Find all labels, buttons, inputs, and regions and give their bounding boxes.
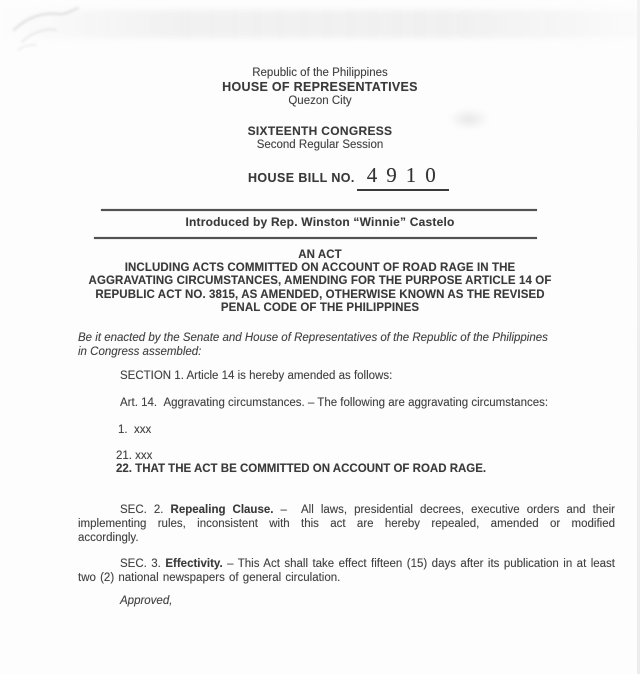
horizontal-rule-bottom [94, 237, 537, 239]
enacting-clause-line2: in Congress assembled: [78, 346, 202, 359]
bill-number-underline [357, 163, 449, 191]
section-3-text: – This Act shall take effect fifteen (15) days after its publication in at least two (2) national newspapers of general circulation. [78, 558, 616, 585]
header-city: Quezon City [288, 95, 352, 107]
introduced-by-line: Introduced by Rep. Winston “Winnie” Castelo [185, 215, 455, 229]
bill-number-label: HOUSE BILL NO. [248, 171, 355, 185]
section-1-line: SECTION 1. Article 14 is hereby amended as follows: [120, 370, 393, 382]
act-heading: AN ACT [298, 249, 342, 261]
congress-name: SIXTEENTH CONGRESS [247, 124, 393, 138]
scan-smudge-icon [8, 2, 98, 62]
section-3-paragraph [78, 557, 615, 585]
enacting-clause-line1: Be it enacted by the Senate and House of Representatives of the Republic of the Philippines [78, 332, 548, 344]
horizontal-rule-top [101, 209, 537, 211]
section-3-title: Effectivity. [165, 558, 223, 570]
section-2-title: Repealing Clause. [170, 504, 274, 516]
bill-number-value: 4910 [366, 163, 445, 187]
article-14-line: Art. 14. Aggravating circumstances. – The following are aggravating circumstances: [120, 397, 549, 409]
act-title-line: PENAL CODE OF THE PHILIPPINES [220, 301, 420, 314]
enacting-clause [78, 331, 615, 359]
section-3-label: SEC. 3. [120, 558, 166, 570]
list-item-21: 21. xxx [116, 450, 153, 462]
section-2-text: – All laws, presidential decrees, executive orders and their implementing rules, inconsistent with this act are hereby repealed, amended or modified accordingly. [78, 504, 615, 545]
act-title-line: REPUBLIC ACT NO. 3815, AS AMENDED, OTHERWISE KNOWN AS THE REVISED [95, 288, 545, 301]
section-2-paragraph [78, 503, 615, 546]
list-item-1: 1. xxx [118, 424, 152, 436]
header-chamber: HOUSE OF REPRESENTATIVES [222, 80, 418, 94]
act-title-line: AGGRAVATING CIRCUMSTANCES, AMENDING FOR THE PURPOSE ARTICLE 14 OF [88, 275, 552, 288]
approved-line: Approved, [120, 595, 173, 607]
session-name: Second Regular Session [256, 139, 384, 151]
header-republic: Republic of the Philippines [252, 67, 388, 79]
congress-header [0, 124, 640, 152]
act-title-line: INCLUDING ACTS COMMITTED ON ACCOUNT OF ROAD RAGE IN THE [124, 262, 516, 275]
list-item-22: 22. THAT THE ACT BE COMMITTED ON ACCOUNT OF ROAD RAGE. [116, 463, 487, 475]
act-title-block [0, 249, 640, 315]
bill-number-row [248, 163, 449, 191]
section-2-label: SEC. 2. [120, 504, 171, 516]
document-header [0, 66, 640, 108]
